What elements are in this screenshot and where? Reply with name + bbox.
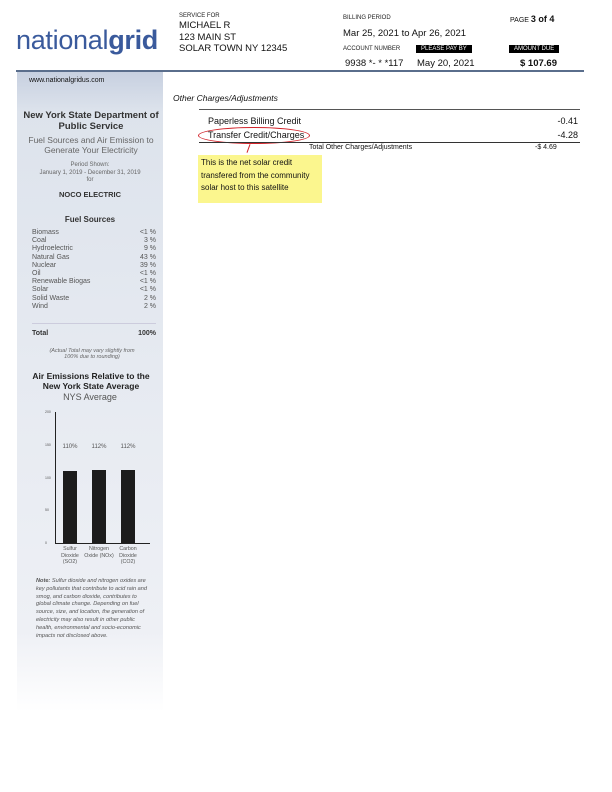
supplier-name: NOCO ELECTRIC xyxy=(58,190,122,199)
fuel-pct: 2 % xyxy=(143,302,156,310)
fuel-pct: <1 % xyxy=(139,286,156,294)
total-label: Total Other Charges/Adjustments xyxy=(309,144,413,151)
fuel-sources-title: Fuel Sources xyxy=(64,215,116,224)
fuel-total: Total 100% xyxy=(32,323,156,337)
section-title: Other Charges/Adjustments xyxy=(173,93,278,103)
y-tick-label: 200 xyxy=(45,410,51,414)
bar xyxy=(121,470,135,543)
charge-row: Paperless Billing Credit -0.41 xyxy=(208,116,578,126)
pay-by-label: PLEASE PAY BY xyxy=(416,45,472,53)
fuel-pct: <1 % xyxy=(139,229,156,236)
emissions-subtitle: NYS Average xyxy=(63,392,117,402)
fuel-row xyxy=(32,278,156,286)
period: Period Shown: January 1, 2019 - December 31, 2019 for xyxy=(39,162,141,183)
sidebar xyxy=(17,72,163,712)
fuel-row xyxy=(32,262,156,270)
rounding-note: (Actual Total may vary slightly from 100% due to rounding) xyxy=(49,348,135,360)
charge-row: Transfer Credit/Charges -4.28 xyxy=(208,130,578,140)
annotation-pointer xyxy=(246,144,250,153)
emissions-chart xyxy=(17,402,163,565)
x-axis xyxy=(55,543,150,544)
y-tick-label: 150 xyxy=(45,442,51,447)
y-axis xyxy=(55,412,56,543)
page-number: PAGE 3 of 4 xyxy=(510,14,555,24)
service-address: MICHAEL R 123 MAIN ST SOLAR TOWN NY 12345 xyxy=(179,20,288,54)
total-amount: -$ 4.69 xyxy=(535,144,557,151)
fuel-name: Biomass xyxy=(32,229,59,236)
fuel-name: Renewable Biogas xyxy=(32,278,91,286)
fuel-name: Solid Waste xyxy=(32,294,70,302)
fuel-sources-table xyxy=(32,229,156,311)
y-tick-label: 0 xyxy=(45,541,47,545)
category-label: Carbon Dioxide (CO2) xyxy=(119,546,137,565)
fuel-name: Wind xyxy=(32,302,48,310)
fuel-row xyxy=(32,229,156,237)
fuel-name: Solar xyxy=(32,286,49,294)
fuel-row xyxy=(32,286,156,294)
fuel-pct: 39 % xyxy=(140,261,156,269)
emissions-title: Air Emissions Relative to the New York State Average xyxy=(32,371,150,391)
fuel-pct: 2 % xyxy=(143,294,156,302)
fuel-row xyxy=(32,237,156,245)
y-tick-label: 50 xyxy=(45,508,49,513)
account-number-label: ACCOUNT NUMBER xyxy=(343,46,401,52)
fuel-row xyxy=(32,245,156,253)
bar xyxy=(92,470,106,543)
amount-due-label: AMOUNT DUE xyxy=(509,45,559,53)
fuel-name: Hydroelectric xyxy=(32,245,73,253)
annotation-note: This is the net solar credit transfered from the community solar host to this satellite xyxy=(198,155,322,203)
account-number: 9938 *- * *117 xyxy=(345,58,404,69)
y-tick-label: 100 xyxy=(45,475,51,480)
dept-title: New York State Department of Public Service xyxy=(23,110,159,132)
fuel-pct: 43 % xyxy=(140,253,156,261)
total-rule xyxy=(199,142,580,143)
fuel-pct: 3 % xyxy=(143,237,156,245)
service-for-label: SERVICE FOR xyxy=(179,13,220,19)
category-label: Nitrogen Oxide (NOx) xyxy=(84,546,114,559)
fuel-name: Oil xyxy=(32,270,41,278)
billing-period: Mar 25, 2021 to Apr 26, 2021 xyxy=(343,28,467,39)
fuel-name: Natural Gas xyxy=(32,253,70,261)
fuel-row xyxy=(32,303,156,311)
website-link[interactable]: www.nationalgridus.com xyxy=(29,77,105,84)
fuel-subtitle: Fuel Sources and Air Emission to Generate Your Electricity xyxy=(28,135,154,155)
national-grid-logo: nationalgrid xyxy=(16,25,158,55)
fuel-pct: <1 % xyxy=(139,270,156,278)
bar-value-label: 110% xyxy=(62,443,78,450)
fuel-row xyxy=(32,270,156,278)
category-label: Sulfur Dioxide (SO2) xyxy=(61,546,79,565)
pay-by-date: May 20, 2021 xyxy=(417,58,475,69)
fuel-name: Nuclear xyxy=(32,261,57,269)
fuel-pct: 9 % xyxy=(143,245,156,253)
fuel-pct: <1 % xyxy=(139,278,156,286)
fuel-row xyxy=(32,254,156,262)
bar-value-label: 112% xyxy=(91,443,107,450)
emissions-note: Note: Sulfur dioxide and nitrogen oxides are key pollutants that contribute to acid rain and smog, and carbon dioxide, contributes to global climate change. Depending on fuel source, size, and location, the generation of electricity may also result in other public health, environmental and socio-economic impacts not disclosed above. xyxy=(36,578,148,639)
bar xyxy=(63,471,77,543)
amount-due: $ 107.69 xyxy=(520,58,557,69)
bar-value-label: 112% xyxy=(120,443,136,450)
fuel-row xyxy=(32,295,156,303)
billing-period-label: BILLING PERIOD xyxy=(343,15,391,21)
fuel-name: Coal xyxy=(32,237,47,245)
section-rule xyxy=(199,109,580,110)
